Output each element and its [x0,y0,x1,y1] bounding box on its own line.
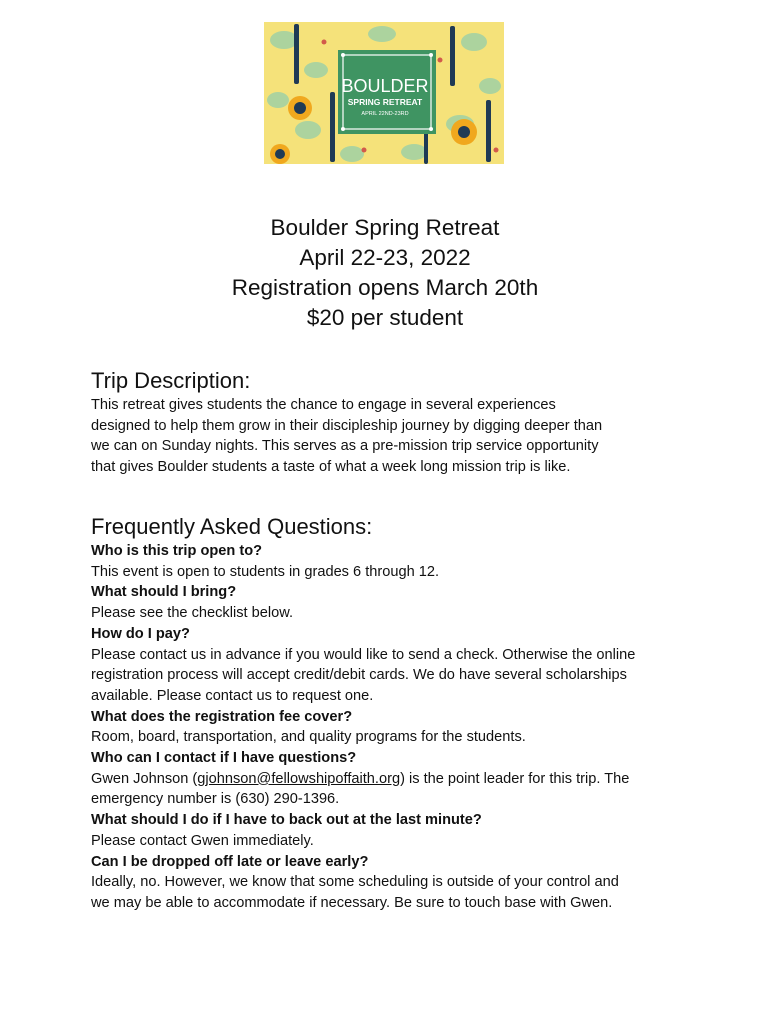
faq-answer-text: ) is the point leader for this trip. The [400,770,630,787]
event-header [0,213,770,333]
trip-description-heading: Trip Description: [91,368,251,393]
banner-illustration [264,22,504,164]
faq-question: Can I be dropped off late or leave early? [91,853,369,870]
faq-answer-contact [91,769,691,790]
faq-answer: Please contact Gwen immediately. [91,832,314,849]
faq-question: How do I pay? [91,625,190,642]
trip-description-section [91,367,691,478]
retreat-banner [264,22,504,164]
faq-section [91,513,691,914]
event-price: $20 per student [306,305,464,330]
faq-answer: Please contact us in advance if you would like to send a check. Otherwise the online [91,646,636,663]
faq-question: What does the registration fee cover? [91,708,353,725]
faq-answer: we may be able to accommodate if necessary. Be sure to touch base with Gwen. [91,894,613,911]
faq-answer: This event is open to students in grades 6 through 12. [91,563,440,580]
faq-question: Who is this trip open to? [91,543,263,559]
banner-subtitle: SPRING RETREAT [347,97,423,107]
faq-answer: Ideally, no. However, we know that some scheduling is outside of your control and [91,874,619,891]
registration-open-date: Registration opens March 20th [231,275,539,300]
faq-question: What should I do if I have to back out at the last minute? [91,812,482,829]
banner-dates: APRIL 22ND-23RD [361,111,409,117]
faq-heading: Frequently Asked Questions: [91,514,373,539]
trip-description-line: we can on Sunday nights. This serves as a pre-mission trip service opportunity [91,438,599,455]
faq-answer: emergency number is (630) 290-1396. [91,791,340,808]
faq-answer: available. Please contact us to request one. [91,687,374,704]
faq-question: What should I bring? [91,584,237,601]
banner-title: BOULDER [341,76,429,96]
event-dates: April 22-23, 2022 [299,245,471,270]
contact-email-link[interactable]: gjohnson@fellowshipoffaith.org [197,770,401,787]
faq-answer: registration process will accept credit/debit cards. We do have several scholarships [91,667,627,684]
trip-description-line: designed to help them grow in their discipleship journey by digging deeper than [91,417,603,434]
event-title: Boulder Spring Retreat [270,215,500,240]
faq-answer: Room, board, transportation, and quality programs for the students. [91,729,526,746]
trip-description-line: that gives Boulder students a taste of what a week long mission trip is like. [91,459,571,476]
faq-answer-text: Gwen Johnson ( [91,770,198,787]
trip-description-line: This retreat gives students the chance to engage in several experiences [91,397,556,413]
faq-question: Who can I contact if I have questions? [91,750,357,767]
faq-answer: Please see the checklist below. [91,605,293,622]
